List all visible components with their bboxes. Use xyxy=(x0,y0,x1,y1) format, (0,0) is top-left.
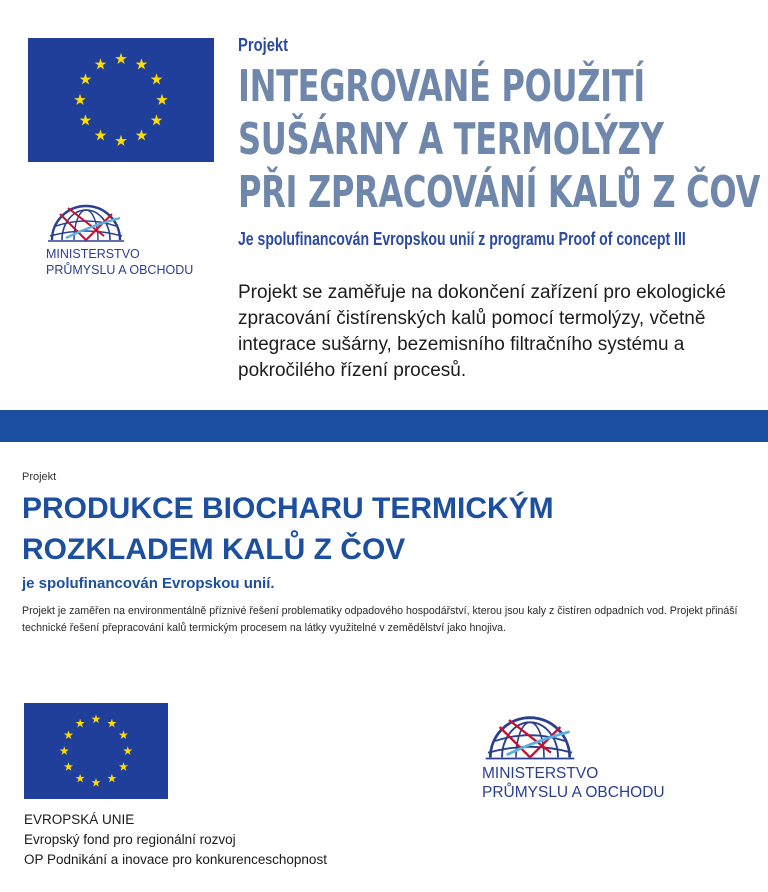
ministry-name-line: PRŮMYSLU A OBCHODU xyxy=(46,263,194,277)
star-icon xyxy=(76,719,85,728)
star-icon xyxy=(64,762,73,771)
project-description-bottom: Projekt je zaměřen na environmentálně příznivé řešení problematiky odpadového hospodářství, kterou jsou kaly z čistíren odpadních vod. Projekt přináší technické řešení přepracování kalů termickým procesem na látky využitelné v zemědělství jako hnojiva. xyxy=(22,605,738,634)
title-line: ROZKLADEM KALŮ Z ČOV xyxy=(22,533,406,566)
star-icon xyxy=(115,135,127,146)
cofinancing-note-top: Je spolufinancován Evropskou unií z programu Proof of concept III xyxy=(238,229,686,249)
project-title-top xyxy=(238,60,764,219)
cofinancing-note-bottom: je spolufinancován Evropskou unií. xyxy=(22,575,275,592)
star-icon xyxy=(107,774,116,783)
star-icon xyxy=(151,114,163,125)
star-icon xyxy=(76,774,85,783)
eu-flag-top xyxy=(28,38,214,162)
project-description-top: Projekt se zaměřuje na dokončení zařízení pro ekologické zpracování čistírenských kalů pomocí termolýzy, včetně integrace sušárny, bezemisního filtračního systému a pokročilého řízení procesů. xyxy=(238,282,726,381)
project-title-bottom xyxy=(22,488,554,570)
title-line: INTEGROVANÉ POUŽITÍ xyxy=(238,61,645,112)
eu-stars-icon xyxy=(24,703,168,799)
eu-flag-bottom xyxy=(24,703,168,799)
project-label-bottom: Projekt xyxy=(22,471,57,483)
star-icon xyxy=(95,58,107,69)
ministry-logo-top xyxy=(46,196,216,286)
star-icon xyxy=(156,94,168,105)
star-icon xyxy=(115,53,127,64)
globe-arc xyxy=(488,747,572,753)
star-icon xyxy=(64,730,73,739)
star-icon xyxy=(136,58,148,69)
title-line: PRODUKCE BIOCHARU TERMICKÝM xyxy=(22,492,554,525)
star-icon xyxy=(91,778,100,787)
globe-icon xyxy=(482,706,578,762)
eu-caption-line: Evropský fond pro regionální rozvoj xyxy=(24,832,236,847)
ministry-logo-bottom xyxy=(482,706,712,806)
eu-fund-caption xyxy=(24,810,327,870)
ministry-name-line: MINISTERSTVO xyxy=(46,247,140,261)
eu-caption-line: EVROPSKÁ UNIE xyxy=(24,812,135,827)
title-line: PŘI ZPRACOVÁNÍ KALŮ Z ČOV xyxy=(238,167,760,218)
ministry-name-line: MINISTERSTVO xyxy=(482,765,599,782)
globe-icon xyxy=(46,196,126,244)
star-icon xyxy=(74,94,86,105)
star-icon xyxy=(136,129,148,140)
star-icon xyxy=(119,762,128,771)
star-icon xyxy=(107,719,116,728)
eu-stars-icon xyxy=(28,38,214,162)
star-icon xyxy=(151,73,163,84)
eu-caption-line: OP Podnikání a inovace pro konkurenceschopnost xyxy=(24,852,327,867)
project-label-top: Projekt xyxy=(238,35,289,55)
section-divider xyxy=(0,410,768,442)
star-icon xyxy=(119,730,128,739)
star-icon xyxy=(95,129,107,140)
star-icon xyxy=(80,73,92,84)
star-icon xyxy=(60,746,69,755)
globe-arc xyxy=(50,231,122,236)
star-icon xyxy=(91,714,100,723)
star-icon xyxy=(123,746,132,755)
star-icon xyxy=(80,114,92,125)
title-line: SUŠÁRNY A TERMOLÝZY xyxy=(238,114,664,165)
globe-swoosh xyxy=(500,720,561,757)
globe-swoosh xyxy=(60,208,112,240)
ministry-name-line: PRŮMYSLU A OBCHODU xyxy=(482,784,665,801)
